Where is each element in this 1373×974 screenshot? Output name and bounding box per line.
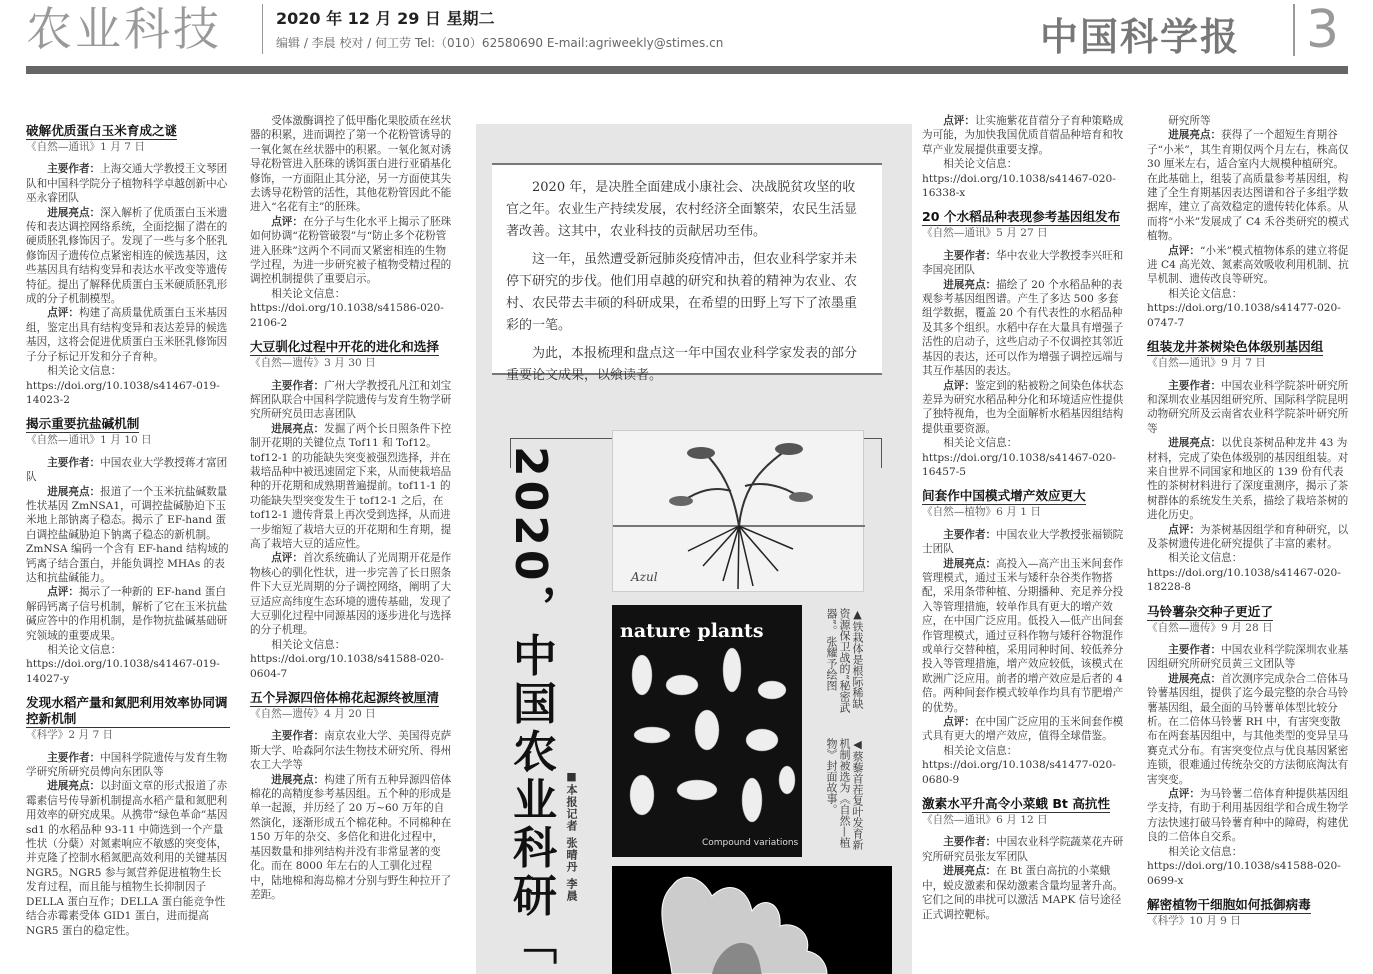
article-progress: 进展亮点：深入解析了优质蛋白玉米遗传和表达调控网络系统，全面挖掘了潜在的硬质胚乳修饰因子。发现了一些与多个胚乳修饰因子遗传位点紧密相连的候选基因，这些基因具有结构变异和表达水平改变等遗传特征。提出了解释优质蛋白玉米硬质胚乳形成的分子机制模型。 xyxy=(26,206,228,306)
cover-subtitle: Compound variations xyxy=(702,838,799,848)
article-reference: 相关论文信息：https://doi.org/10.1038/s41467-019-14027-y xyxy=(26,644,220,685)
article-reference: 相关论文信息：https://doi.org/10.1038/s41477-020-0680-9 xyxy=(922,744,1116,786)
column-4 xyxy=(1147,114,1349,974)
article-reference: 相关论文信息：https://doi.org/10.1038/s41588-020-0699-x xyxy=(1147,845,1341,887)
article-author: 主要作者：南京农业大学、美国得克萨斯大学、哈森阿尔法生物技术研究所、得州农工大学等 xyxy=(250,730,452,772)
article-progress: 研究所等 xyxy=(1168,115,1211,127)
cover-title: nature plants xyxy=(620,620,764,642)
header-divider xyxy=(262,4,263,54)
column-2 xyxy=(250,114,452,974)
article-headline: 组装龙井茶树染色体级别基因组 xyxy=(1147,339,1324,355)
article-source: 《自然—通讯》6 月 12 日 xyxy=(922,814,1048,827)
article-source: 《科学》2 月 7 日 xyxy=(26,729,114,742)
article-author: 主要作者：中国农业科学院蔬菜花卉研究所研究员张友军团队 xyxy=(922,836,1124,863)
article-progress: 受体激酶调控了低甲酯化果胶质在丝状器的积累，进而调控了第一个花粉管诱导的一氧化氮在丝状器中的积累。一氧化氮对诱导花粉管进入胚珠的诱饵蛋白进行亚硝基化修饰，一方面阻止其分泌，另一方面使其失去诱导花粉管的活性，其他花粉管因此不能进入“名花有主”的胚珠。 xyxy=(250,115,452,214)
article xyxy=(250,114,452,330)
article xyxy=(1147,888,1349,928)
article-headline: 20 个水稻品种表现参考基因组发布 xyxy=(922,209,1121,225)
article-progress: 进展亮点：描绘了 20 个水稻品种的表观参考基因组图谱。产生了多达 500 多套组学数据，覆盖 20 个有代表性的水稻品种及其多个组织。水稻中存在大量具有增强子活性的启动子，这些启动子不仅调控其邻近基因的表达，还可以作为增强子调控远端与其互作基因的表达。 xyxy=(922,278,1124,378)
article-headline: 揭示重要抗盐碱机制 xyxy=(26,416,140,432)
illustration-signature: Azul xyxy=(631,570,658,584)
article-source: 《自然—遗传》4 月 20 日 xyxy=(250,708,376,721)
article xyxy=(1147,114,1349,128)
masthead-divider xyxy=(1293,4,1295,56)
intro-paragraph: 这一年，虽然遭受新冠肺炎疫情冲击，但农业科学家并未停下研究的步伐。他们用卓越的研究和执着的精神为农业、农村、农民带去丰硕的科研成果，在希望的田野上写下了浓墨重彩的一笔。 xyxy=(506,252,858,333)
caption-root: ▲铁栽体是根际稀缺资源保卫战的“秘密武器”。张耀予绘图 xyxy=(825,608,864,713)
article-progress: 进展亮点：发掘了两个长日照条件下控制开花期的关键位点 Tof11 和 Tof12。tof12-1 的功能缺失突变被强烈选择，并在栽培品种中被迅速固定下来，从而使栽培品种的开花期和成熟期普遍提前。tof11-1 的功能缺失型突变发生于 tof12-1 之后，在 tof12-1 遗传背景上再次受到选择，从而进一步缩短了栽培大豆的开花期和生育期，提高了栽培大豆的适应性。 xyxy=(250,422,452,550)
article-author: 主要作者：中国农业科学院深圳农业基因组研究所研究员黄三文团队等 xyxy=(1147,644,1349,671)
article xyxy=(1147,595,1349,888)
article-reference: 相关论文信息：https://doi.org/10.1038/s41467-020-16338-x xyxy=(922,158,1116,200)
article-headline: 五个异源四倍体棉花起源终被厘清 xyxy=(250,690,439,706)
header-rule xyxy=(26,66,1348,74)
column-1 xyxy=(26,114,230,974)
article-progress: 进展亮点：以封面文章的形式报道了赤霉素信号传导新机制提高水稻产量和氮肥利用效率的研究成果。从携带“绿色革命”基因 sd1 的水稻品种 93-11 中筛选到一个产量性状（分蘖）对氮素响应不敏感的突变体，并克隆了控制水稻氮肥高效利用的关键基因 NGR5。NGR5 参与氮营养促进植物生长发育过程，而且能与植物生长抑制因子 DELLA 蛋白互作；DELLA 蛋白能竞争性结合赤霉素受体 GID1 蛋白，进而提高 NGR5 蛋白的稳定性。 xyxy=(26,780,228,937)
article-progress: 进展亮点：以优良茶树品种龙井 43 为材料，完成了染色体级别的基因组组装。对来自世界不同国家和地区的 139 份有代表性的茶树材料进行了深度重测序，揭示了茶树群体的系统发生关系，描绘了栽培茶树的进化历史。 xyxy=(1147,437,1349,522)
article xyxy=(26,686,230,938)
article-headline: 解密植物干细胞如何抵御病毒 xyxy=(1147,896,1311,912)
article-reference: 相关论文信息：https://doi.org/10.1038/s41467-020-18228-8 xyxy=(1147,552,1341,594)
article-progress: 进展亮点：高投入—高产出玉米间套作管理模式，通过玉米与矮秆杂谷类作物搭配，采用条带种植、分期播种、充足养分投入等管理措施，较单作具有更大的增产效应，在中国广泛应用。低投入—低产出间套作管理模式，通过豆科作物与矮秆谷物混作或单行交替种植，采用同种时间、较低养分投入等管理措施，增产效应较低，该模式在欧洲广泛应用。前者的增产效应是后者的 4 倍。两种间套作模式较单作均具有节肥增产的优势。 xyxy=(922,557,1124,714)
article xyxy=(922,479,1126,787)
section-title: 农业科技 xyxy=(26,2,222,56)
root-illustration xyxy=(612,430,864,592)
article-source: 《自然—遗传》9 月 28 日 xyxy=(1147,621,1273,634)
article-comment: 点评：“小米”模式植物体系的建立将促进 C4 高光效、氮素高效吸收利用机制、抗旱机制、遗传改良等研究。 xyxy=(1147,244,1349,286)
intro-paragraph: 2020 年，是决胜全面建成小康社会、决战脱贫攻坚的收官之年。农业生产持续发展，农村经济全面繁荣，农民生活显著改善。这其中，农业科技的贡献居功至伟。 xyxy=(506,180,858,239)
reporter-byline: ■本报记者 张晴丹 李晨 xyxy=(565,770,578,902)
article-comment: 点评：构建了高质量优质蛋白玉米基因组，鉴定出具有结构变异和表达差异的候选基因，这将会促进优质蛋白玉米胚乳修饰因子分子标记开发和分子育种。 xyxy=(26,307,228,363)
article-author: 主要作者：中国农业大学教授张福锁院士团队 xyxy=(922,528,1124,556)
article-comment: 点评：在分子与生化水平上揭示了胚珠如何协调“花粉管破裂”与“防止多个花粉管进入胚珠”这两个不同而又紧密相连的生物学过程，为进一步研究被子植物受精过程的调控机制提供了重要启示。 xyxy=(250,215,452,286)
article xyxy=(922,200,1126,479)
article xyxy=(26,114,230,407)
article-reference: 相关论文信息：https://doi.org/10.1038/s41467-020-16457-5 xyxy=(922,437,1116,478)
article-author: 主要作者：上海交通大学教授王文琴团队和中国科学院分子植物科学卓越创新中心巫永睿团队 xyxy=(26,163,228,205)
article-author: 主要作者：中国农业大学教授蒋才富团队 xyxy=(26,456,228,484)
article-progress: 进展亮点：在 Bt 蛋白高抗的小菜蛾中，蜕皮激素和保幼激素含量均显著升高。它们之间的串扰可以激活 MAPK 信号途径正式调控靶标。 xyxy=(922,865,1124,921)
article-source: 《科学》10 月 9 日 xyxy=(1147,914,1241,927)
article-author: 主要作者：中国科学院遗传与发育生物学研究所研究员傅向东团队等 xyxy=(26,751,228,779)
article-progress: 进展亮点：报道了一个玉米抗盐碱数量性状基因 ZmNSA1，可调控盐碱胁迫下玉米地上部钠离子稳态。揭示了 EF-hand 蛋白调控盐碱胁迫下钠离子稳态的新机制。ZmNSA 编码一个含有 EF-hand 结构域的钙离子结合蛋白，并能负调控 MHAs 的表达和抗盐碱能力。 xyxy=(26,485,229,584)
article-comment: 点评：揭示了一种新的 EF-hand 蛋白解码钙离子信号机制，解析了它在玉米抗盐碱应答中的作用机制，是作物抗盐碱基础研究领域的重要成果。 xyxy=(26,586,228,642)
article-source: 《自然—通讯》1 月 7 日 xyxy=(26,141,145,153)
article xyxy=(250,681,452,902)
article xyxy=(922,787,1126,922)
article xyxy=(250,330,452,681)
article-reference: 相关论文信息：https://doi.org/10.1038/s41588-020-0604-7 xyxy=(250,638,444,680)
article-reference: 相关论文信息：https://doi.org/10.1038/s41477-020-0747-7 xyxy=(1147,287,1341,329)
article-author: 主要作者：广州大学教授孔凡江和刘宝辉团队联合中国科学院遗传与发育生物学研究所研究员田志喜团队 xyxy=(250,379,452,421)
intro-paragraph: 为此，本报梳理和盘点这一年中国农业科学家发表的部分重要论文成果，以飨读者。 xyxy=(506,346,858,383)
article-reference: 相关论文信息：https://doi.org/10.1038/s41467-019-14023-2 xyxy=(26,365,220,406)
article-source: 《自然—植物》6 月 1 日 xyxy=(922,506,1041,519)
stem-cell-image xyxy=(612,866,892,974)
article xyxy=(1147,330,1349,595)
article-comment: 点评：首次系统确认了光周期开花是作物核心的驯化性状，进一步完善了长日照条件下大豆光周期的分子调控网络，阐明了大豆适应高纬度生态环境的遗传基础，发现了大豆驯化过程中同源基因的逐步进化与选择的分子机理。 xyxy=(250,552,452,637)
article xyxy=(26,407,230,686)
issue-date: 2020 年 12 月 29 日 星期二 xyxy=(276,9,495,28)
journal-cover xyxy=(612,605,802,857)
article-headline: 马铃薯杂交种子更近了 xyxy=(1147,603,1273,619)
article-progress: 进展亮点：首次测序完成杂合二倍体马铃薯基因组，提供了迄今最完整的杂合马铃薯基因组，最全面的马铃薯单体型比较分析。在二倍体马铃薯 RH 中，有害突变散布在两套基因组中，与其他类型的变异呈马赛克式分布。有害突变位点与优良基因紧密连锁，很难通过传统杂交的方法彻底淘汰有害突变。 xyxy=(1147,672,1349,786)
column-3 xyxy=(922,114,1126,974)
article-progress: 进展亮点：构建了所有五种异源四倍体棉花的高精度参考基因组。五个种的形成是单一起源，并历经了 20 万~60 万年的自然演化，逐渐形成五个棉花种。不同棉种在 150 万年的杂交、多倍化和进化过程中，基因数量和排列结构并没有非常显著的变化。而在 8000 年左右的人工驯化过程中，陆地棉和海岛棉才分别与野生种拉开了差距。 xyxy=(250,773,452,901)
page-number: 3 xyxy=(1306,0,1340,60)
article-source: 《自然—遗传》3 月 30 日 xyxy=(250,357,376,370)
article-author: 主要作者：华中农业大学教授李兴旺和李国亮团队 xyxy=(922,249,1124,277)
article-source: 《自然—通讯》9 月 7 日 xyxy=(1147,357,1266,370)
intro-box xyxy=(492,163,882,383)
caption-cover: ◀蔡藜首茬复叶发育新机制被选为《自然—植物》封面故事。 xyxy=(825,738,864,850)
masthead: 中国科学报 xyxy=(1040,14,1241,59)
article-comment: 点评：让实施紫花苜蓿分子育种策略成为可能，为加快我国优质苜蓿品种培育和牧草产业发展提供重要支撑。 xyxy=(922,115,1124,156)
article-headline: 激素水平升高令小菜蛾 Bt 高抗性 xyxy=(922,796,1111,812)
article-headline: 大豆驯化过程中开花的进化和选择 xyxy=(250,339,439,355)
article-headline: 发现水稻产量和氮肥利用效率协同调控新机制 xyxy=(26,695,230,728)
article-headline: 破解优质蛋白玉米育成之谜 xyxy=(26,123,178,138)
editor-line: 编辑 / 李晨 校对 / 何工劳 Tel:（010）62580690 E-mail:agriweekly@stimes.cn xyxy=(276,36,724,50)
article-comment: 点评：为马铃薯二倍体育种提供基因组学支持，有助于利用基因组学和合成生物学方法快速打破马铃薯育种中的障碍，构建优良的二倍体自交系。 xyxy=(1147,788,1349,844)
article-source: 《自然—通讯》5 月 27 日 xyxy=(922,227,1048,240)
article-comment: 点评：在中国广泛应用的玉米间套作模式具有更大的增产效应，值得全球借鉴。 xyxy=(922,716,1124,743)
article-reference: 相关论文信息：https://doi.org/10.1038/s41586-020-2106-2 xyxy=(250,287,444,329)
article-author: 主要作者：中国农业科学院茶叶研究所和深圳农业基因组研究所、国际科学院昆明动物研究所及云南省农业科学院茶叶研究所等 xyxy=(1147,379,1349,435)
article xyxy=(1147,128,1349,330)
article xyxy=(922,114,1126,200)
article-headline: 间套作中国模式增产效应更大 xyxy=(922,488,1086,504)
article-progress: 进展亮点：获得了一个超短生育期谷子“小米”，其生育期仅两个月左右，株高仅 30 厘米左右，适合室内大规模种植研究。在此基础上，组装了高质量参考基因组，构建了全生育期基因表达图谱和谷子多组学数据库，建立了高效稳定的遗传转化体系。从而将“小米”发展成了 C4 禾谷类研究的模式植物。 xyxy=(1147,129,1349,243)
article-source: 《自然—通讯》1 月 10 日 xyxy=(26,434,152,447)
feature-title: 2020，中国农业科研「 xyxy=(505,446,556,969)
article-comment: 点评：鉴定到的粘被粉之间染色体状态差异为研究水稻品种分化和环境适应性提供了独特视角，也为全面解析水稻基因组结构提供重要资源。 xyxy=(922,379,1124,435)
article-comment: 点评：为茶树基因组学和育种研究，以及茶树遗传进化研究提供了丰富的素材。 xyxy=(1147,523,1349,550)
